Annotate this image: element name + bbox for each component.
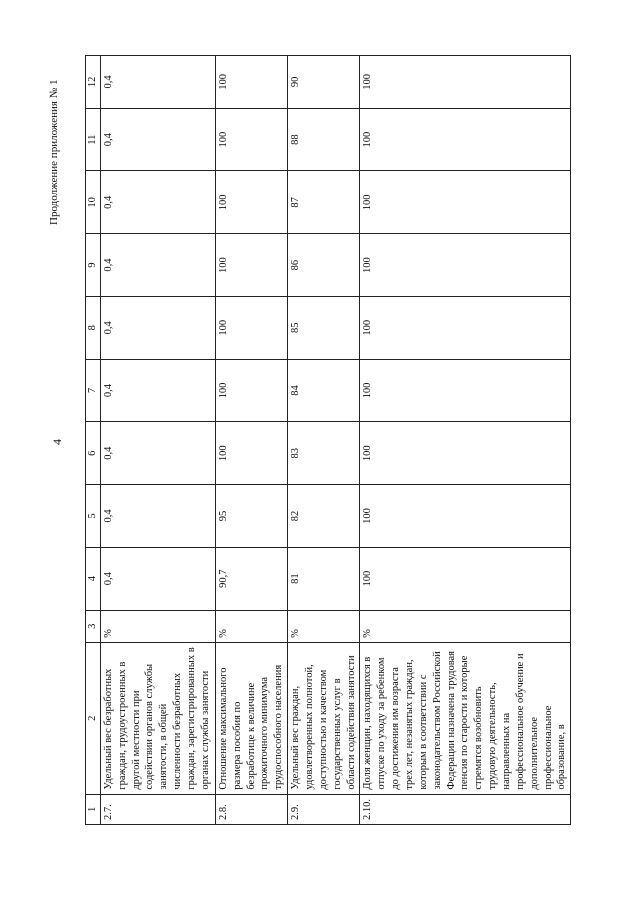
value-cell: 100 [360,171,571,234]
value-cell: 100 [360,296,571,359]
column-header: 5 [86,485,101,548]
column-header: 4 [86,547,101,610]
value-cell: 95 [215,485,287,548]
value-cell: 100 [215,422,287,485]
value-cell: 100 [360,547,571,610]
value-cell: 100 [215,171,287,234]
value-cell: 84 [288,359,360,422]
row-number: 2.8. [215,794,287,824]
value-cell: 100 [360,234,571,297]
value-cell: 100 [215,234,287,297]
value-cell: 0,4 [100,422,215,485]
unit-cell: % [288,610,360,642]
value-cell: 0,4 [100,234,215,297]
rotated-content [40,45,600,825]
value-cell: 0,4 [100,56,215,109]
value-cell: 100 [215,108,287,171]
value-cell: 100 [215,296,287,359]
column-number-row [86,56,101,825]
value-cell: 86 [288,234,360,297]
indicator-name: Удельный вес граждан, удовлетворенных полнотой, доступностью и качеством государственных услуг в области содействия занятости [288,642,360,794]
value-cell: 100 [215,359,287,422]
row-number: 2.9. [288,794,360,824]
value-cell: 81 [288,547,360,610]
indicator-name: Отношение максимального размера пособия по безработице к величине прожиточного минимума трудоспособного населения [215,642,287,794]
table-row [288,56,360,825]
column-header: 10 [86,171,101,234]
column-header: 6 [86,422,101,485]
table-row [215,56,287,825]
column-header: 9 [86,234,101,297]
value-cell: 100 [215,56,287,109]
value-cell: 0,4 [100,171,215,234]
indicators-table [85,55,571,825]
value-cell: 0,4 [100,359,215,422]
value-cell: 100 [360,422,571,485]
column-header: 11 [86,108,101,171]
column-header: 7 [86,359,101,422]
column-header: 2 [86,642,101,794]
column-header: 12 [86,56,101,109]
value-cell: 0,4 [100,108,215,171]
unit-cell: % [100,610,215,642]
indicator-name: Доля женщин, находящихся в отпуске по уходу за ребенком до достижения им возраста трех лет, незанятых граждан, которым в соответствии с законодательством Российской Федерации назначена трудовая пенсия по старости и которые стремятся возобновить трудовую деятельность, направленных на профессиональное обучение и дополнительное профессиональное образование, в [360,642,571,794]
table-row [360,56,571,825]
value-cell: 100 [360,485,571,548]
value-cell: 0,4 [100,296,215,359]
value-cell: 82 [288,485,360,548]
value-cell: 0,4 [100,485,215,548]
value-cell: 0,4 [100,547,215,610]
page-number: 4 [50,439,64,445]
indicator-name: Удельный вес безработных граждан, трудоустроенных в другой местности при содействии органов службы занятости, в общей численности безработных граждан, зарегистрированных в органах службы занятости [100,642,215,794]
unit-cell: % [360,610,571,642]
value-cell: 100 [360,108,571,171]
value-cell: 90 [288,56,360,109]
value-cell: 87 [288,171,360,234]
column-header: 3 [86,610,101,642]
value-cell: 83 [288,422,360,485]
value-cell: 100 [360,359,571,422]
column-header: 1 [86,794,101,824]
unit-cell: % [215,610,287,642]
continuation-note: Продолжение приложения № 1 [48,79,60,225]
value-cell: 100 [360,56,571,109]
table-row [100,56,215,825]
column-header: 8 [86,296,101,359]
value-cell: 85 [288,296,360,359]
value-cell: 88 [288,108,360,171]
row-number: 2.7. [100,794,215,824]
value-cell: 90,7 [215,547,287,610]
row-number: 2.10. [360,794,571,824]
